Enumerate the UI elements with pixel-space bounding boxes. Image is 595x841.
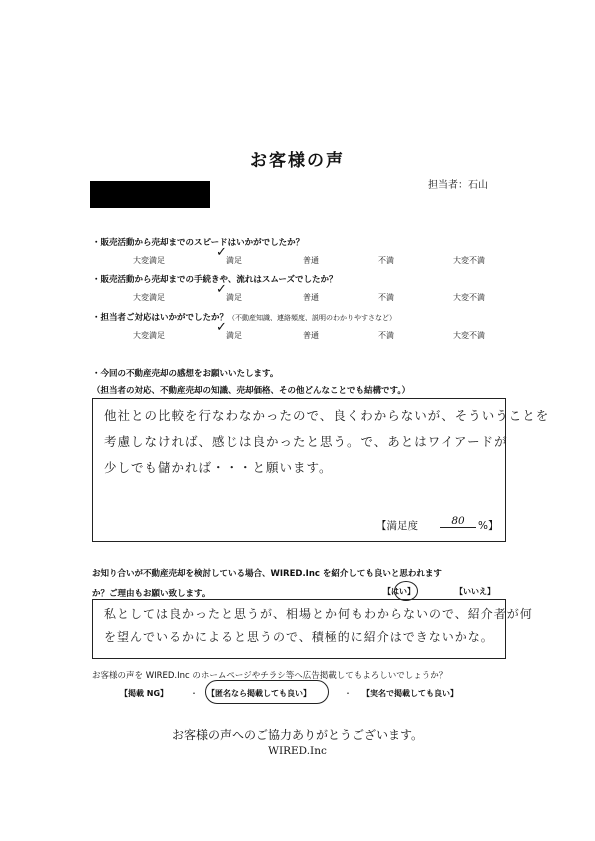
option-satisfied: 満足 [226, 256, 242, 265]
option-dissatisfied: 不満 [378, 331, 394, 340]
company-signature: WIRED.Inc [268, 745, 327, 757]
option-dissatisfied: 不満 [378, 256, 394, 265]
satisfaction-label: 【満足度 [376, 520, 418, 532]
satisfaction-unit: %】 [478, 520, 499, 532]
option-neutral: 普通 [303, 256, 319, 265]
option-very-satisfied: 大変満足 [133, 256, 165, 265]
checkmark-icon: ✓ [216, 320, 227, 335]
checkmark-icon: ✓ [216, 245, 227, 260]
question-3-note: （不動産知識、連絡頻度、説明のわかりやすさなど） [228, 314, 397, 322]
publication-question: お客様の声を WIRED.Inc のホームページやチラシ等へ広告掲載してもよろしいでしょうか？ [92, 671, 448, 681]
question-3-text: ・担当者ご対応はいかがでしたか？ [92, 313, 229, 323]
selection-circle [394, 581, 418, 601]
publication-ng-option: 【掲載 NG】 [120, 689, 169, 698]
referral-line-2: を望んでいるかによると思うので、積極的に紹介はできないかな。 [104, 630, 494, 644]
impression-line-3: 少しでも儲かれば・・・と願います。 [104, 460, 333, 475]
question-1: ・販売活動から売却までのスピードはいかがでしたか？ [92, 238, 305, 248]
option-very-dissatisfied: 大変不満 [453, 331, 485, 340]
impression-line-2: 考慮しなければ、感じは良かったと思う。で、あとはワイアードが [104, 434, 508, 449]
checkmark-icon: ✓ [216, 282, 227, 297]
impressions-heading: ・今回の不動産売却の感想をお願いいたします。 [92, 369, 279, 379]
referral-question-line-2: か？ご理由もお願い致します。 [92, 589, 211, 599]
thanks-message: お客様の声へのご協力ありがとうございます。 [171, 728, 424, 742]
question-2: ・販売活動から売却までの手続きや、流れはスムーズでしたか？ [92, 275, 338, 285]
option-very-satisfied: 大変満足 [133, 293, 165, 302]
option-satisfied: 満足 [226, 331, 242, 340]
question-3 [92, 311, 396, 323]
option-very-dissatisfied: 大変不満 [453, 256, 485, 265]
option-very-dissatisfied: 大変不満 [453, 293, 485, 302]
staff-name: 担当者：石山 [428, 180, 488, 191]
selection-circle [205, 680, 329, 704]
option-very-satisfied: 大変満足 [133, 331, 165, 340]
referral-yes-option: 【はい】 [383, 587, 415, 596]
referral-line-1: 私としては良かったと思うが、相場とか何もわからないので、紹介者が何 [104, 607, 533, 621]
page-title: お客様の声 [250, 151, 345, 171]
publication-real-name-option: 【実名で掲載しても良い】 [362, 689, 458, 698]
option-dissatisfied: 不満 [378, 293, 394, 302]
separator-dot: ・ [344, 689, 352, 698]
referral-question-line-1: お知り合いが不動産売却を検討している場合、WIRED.Inc を紹介しても良いと思われます [92, 569, 442, 579]
option-neutral: 普通 [303, 293, 319, 302]
satisfaction-value: 80 [440, 515, 476, 528]
option-neutral: 普通 [303, 331, 319, 340]
impressions-subheading: （担当者の対応、不動産売却の知識、売却価格、その他どんなことでも結構です。） [92, 386, 411, 396]
redacted-customer-name [90, 181, 210, 208]
publication-anonymous-option: 【匿名なら掲載しても良い】 [207, 689, 311, 698]
separator-dot: ・ [190, 689, 198, 698]
option-satisfied: 満足 [226, 293, 242, 302]
referral-no-option: 【いいえ】 [455, 587, 495, 596]
impression-line-1: 他社との比較を行なわなかったので、良くわからないが、そういうことを [104, 408, 550, 423]
